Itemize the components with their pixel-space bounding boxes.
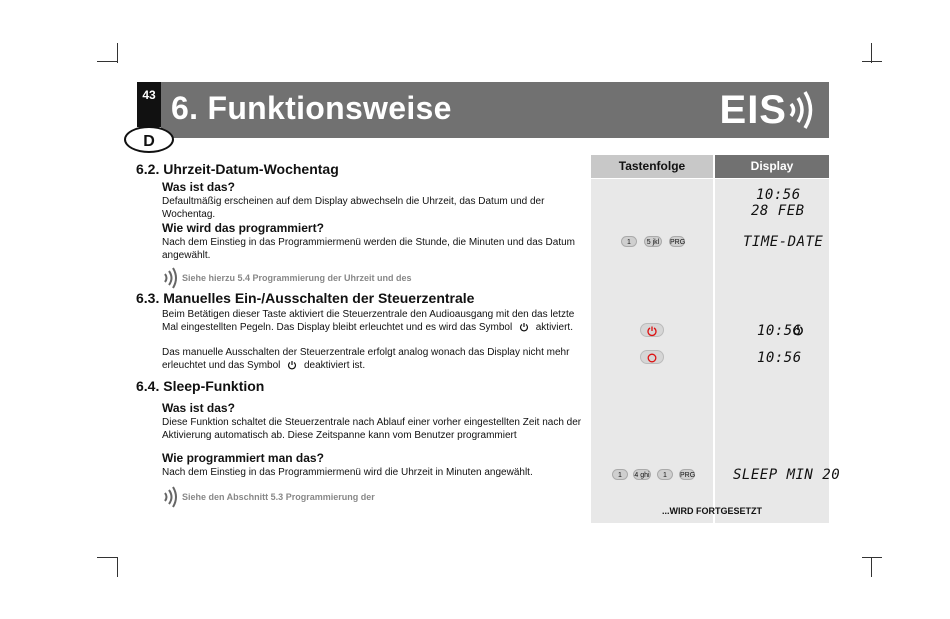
section-heading: 6.2. Uhrzeit-Datum-Wochentag: [136, 161, 339, 177]
paragraph-text: deaktiviert ist.: [303, 360, 366, 371]
table-header-key-sequence: Tastenfolge: [591, 155, 713, 178]
table-header-display: Display: [715, 155, 829, 178]
subheading: Was ist das?: [162, 180, 235, 194]
crop-mark: [862, 61, 882, 62]
crop-mark: [117, 557, 118, 577]
crop-mark: [871, 43, 872, 63]
language-badge: D: [124, 126, 174, 153]
crop-mark: [871, 557, 872, 577]
power-icon: [287, 360, 297, 370]
sound-waves-icon: [162, 266, 178, 290]
brand-logo: [720, 86, 817, 134]
power-off-icon: [641, 352, 663, 364]
paragraph-text: aktiviert.: [535, 322, 573, 333]
display-readout: 10:56: [757, 323, 802, 339]
page-title: 6. Funktionsweise: [171, 90, 452, 126]
key-button: PRG: [669, 236, 685, 247]
reference-note: [162, 266, 412, 290]
subheading: Wie wird das programmiert?: [162, 221, 324, 235]
reference-note: [162, 485, 375, 509]
continued-label: ...WIRD FORTGESETZT: [662, 506, 762, 516]
paragraph: [162, 308, 590, 334]
key-button: PRG: [679, 469, 695, 480]
paragraph: Defaultmäßig erscheinen auf dem Display abwechseln die Uhrzeit, das Datum und der Wochentag.: [162, 196, 545, 220]
brand-name: EIS: [719, 87, 787, 132]
key-button: 1: [612, 469, 628, 480]
power-icon: [641, 325, 663, 337]
display-readout: 10:56: [756, 187, 801, 203]
table-divider: [713, 155, 715, 523]
power-icon: [792, 324, 804, 336]
note-text: Siehe hierzu 5.4 Programmierung der Uhrzeit und des: [182, 273, 412, 283]
power-button: [640, 323, 664, 337]
sound-waves-icon: [162, 485, 178, 509]
paragraph-text: Das manuelle Ausschalten der Steuerzentrale erfolgt analog wonach das Display nicht mehr erleuchtet und das Symbol: [162, 347, 570, 371]
display-readout: 28 FEB: [751, 203, 805, 219]
crop-mark: [862, 557, 882, 558]
display-readout: TIME-DATE: [743, 234, 824, 250]
page-number: 43: [137, 82, 161, 127]
paragraph: [162, 346, 590, 372]
section-heading: 6.3. Manuelles Ein-/Ausschalten der Steuerzentrale: [136, 290, 475, 306]
crop-mark: [117, 43, 118, 63]
paragraph-text: Beim Betätigen dieser Taste aktiviert die Steuerzentrale den Audioausgang mit den das letzte Mal eingestellten Pegeln. Das Display bleibt erleuchtet und es wird das Symbol: [162, 309, 575, 333]
subheading: Wie programmiert man das?: [162, 451, 324, 465]
subheading: Was ist das?: [162, 401, 235, 415]
paragraph: Diese Funktion schaltet die Steuerzentrale nach Ablauf einer vorher eingestellten Zeit nach der Aktivierung automatisch ab. Diese Zeitspanne kann vom Benutzer programmiert: [162, 417, 582, 441]
key-button: 4 ghi: [633, 469, 651, 480]
crop-mark: [97, 61, 117, 62]
sound-waves-icon: [787, 88, 817, 132]
power-button: [640, 350, 664, 364]
display-readout: SLEEP MIN 20: [733, 467, 841, 483]
crop-mark: [97, 557, 117, 558]
key-button: 1: [621, 236, 637, 247]
note-text: Siehe den Abschnitt 5.3 Programmierung der: [182, 492, 375, 502]
paragraph: Nach dem Einstieg in das Programmiermenü werden die Stunde, die Minuten und das Datum angewählt.: [162, 237, 575, 261]
display-readout: 10:56: [757, 350, 802, 366]
key-button: 1: [657, 469, 673, 480]
section-heading: 6.4. Sleep-Funktion: [136, 378, 265, 394]
paragraph: Nach dem Einstieg in das Programmiermenü wird die Uhrzeit in Minuten angewählt.: [162, 467, 533, 478]
power-icon: [519, 322, 529, 332]
key-button: 5 jkl: [644, 236, 662, 247]
title-bar: [161, 82, 829, 138]
